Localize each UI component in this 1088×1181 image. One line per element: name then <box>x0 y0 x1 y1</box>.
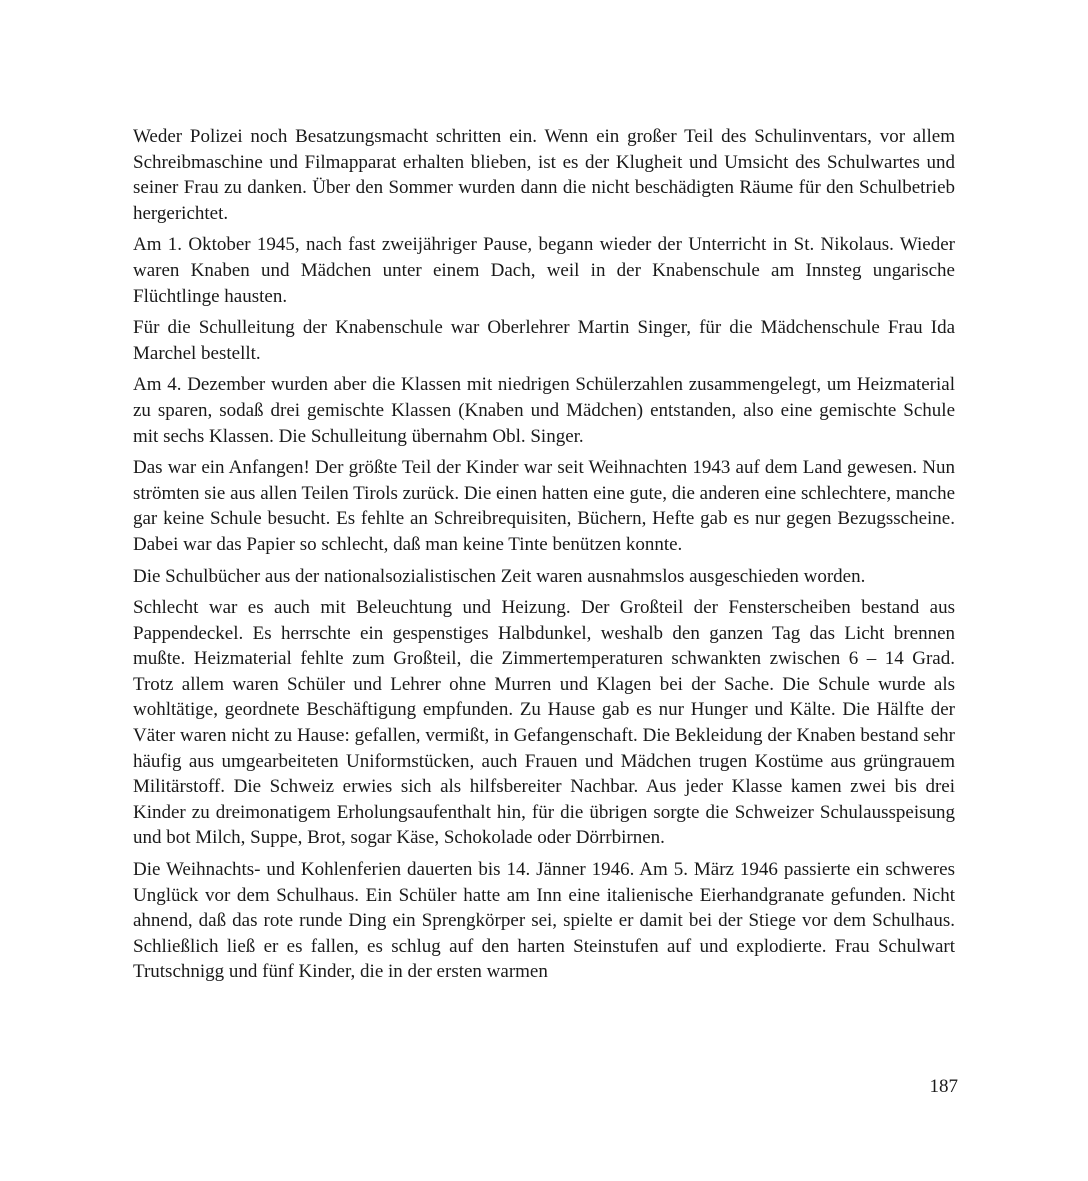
paragraph-1: Weder Polizei noch Besatzungsmacht schritten ein. Wenn ein großer Teil des Schulinventars, vor allem Schreibmaschine und Filmapparat erhalten blieben, ist es der Klugheit und Umsicht des Schulwartes und seiner Frau zu danken. Über den Sommer wurden dann die nicht beschädigten Räume für den Schulbetrieb hergerichtet. <box>133 126 955 224</box>
page-body <box>133 124 955 991</box>
paragraph-4: Am 4. Dezember wurden aber die Klassen mit niedrigen Schülerzahlen zusammengelegt, um Heizmaterial zu sparen, sodaß drei gemischte Klassen (Knaben und Mädchen) entstanden, also eine gemischte Schule mit sechs Klassen. Die Schulleitung übernahm Obl. Singer. <box>133 374 955 447</box>
paragraph-5: Das war ein Anfangen! Der größte Teil der Kinder war seit Weihnachten 1943 auf dem Land gewesen. Nun strömten sie aus allen Teilen Tirols zurück. Die einen hatten eine gute, die anderen eine schlechtere, manche gar keine Schule besucht. Es fehlte an Schreibrequisiten, Büchern, Hefte gab es nur gegen Bezugsscheine. Dabei war das Papier so schlecht, daß man keine Tinte benützen konnte. <box>133 457 955 555</box>
paragraph-8: Die Weihnachts- und Kohlenferien dauerten bis 14. Jänner 1946. Am 5. März 1946 passierte ein schweres Unglück vor dem Schulhaus. Ein Schüler hatte am Inn eine italienische Eierhandgranate gefunden. Nicht ahnend, daß das rote runde Ding ein Sprengkörper sei, spielte er damit bei der Stiege vor dem Schulhaus. Schließlich ließ er es fallen, es schlug auf den harten Steinstufen auf und explodierte. Frau Schulwart Trutschnigg und fünf Kinder, die in der ersten warmen <box>133 859 955 983</box>
paragraph-3: Für die Schulleitung der Knabenschule war Oberlehrer Martin Singer, für die Mädchenschule Frau Ida Marchel bestellt. <box>133 317 955 364</box>
paragraph-6: Die Schulbücher aus der nationalsozialistischen Zeit waren ausnahmslos ausgeschieden worden. <box>133 565 866 587</box>
paragraph-2: Am 1. Oktober 1945, nach fast zweijähriger Pause, begann wieder der Unterricht in St. Nikolaus. Wieder waren Knaben und Mädchen unter einem Dach, weil in der Knabenschule am Innsteg ungarische Flüchtlinge hausten. <box>133 234 955 307</box>
page-number: 187 <box>929 1076 958 1097</box>
paragraph-7: Schlecht war es auch mit Beleuchtung und Heizung. Der Großteil der Fensterscheiben bestand aus Pappendeckel. Es herrschte ein gespenstiges Halbdunkel, weshalb den ganzen Tag das Licht brennen mußte. Heizmaterial fehlte zum Großteil, die Zimmertemperaturen schwankten zwischen 6 – 14 Grad. Trotz allem waren Schüler und Lehrer ohne Murren und Klagen bei der Sache. Die Schule wurde als wohltätige, geordnete Beschäftigung empfunden. Zu Hause gab es nur Hunger und Kälte. Die Hälfte der Väter waren nicht zu Hause: gefallen, vermißt, in Gefangenschaft. Die Bekleidung der Knaben bestand sehr häufig aus umgearbeiteten Uniformstücken, auch Frauen und Mädchen trugen Kostüme aus grüngrauem Militärstoff. Die Schweiz erwies sich als hilfsbereiter Nachbar. Aus jeder Klasse kamen zwei bis drei Kinder zu dreimonatigem Erholungsaufenthalt hin, für die übrigen sorgte die Schweizer Schulausspeisung und bot Milch, Suppe, Brot, sogar Käse, Schokolade oder Dörrbirnen. <box>133 597 955 849</box>
